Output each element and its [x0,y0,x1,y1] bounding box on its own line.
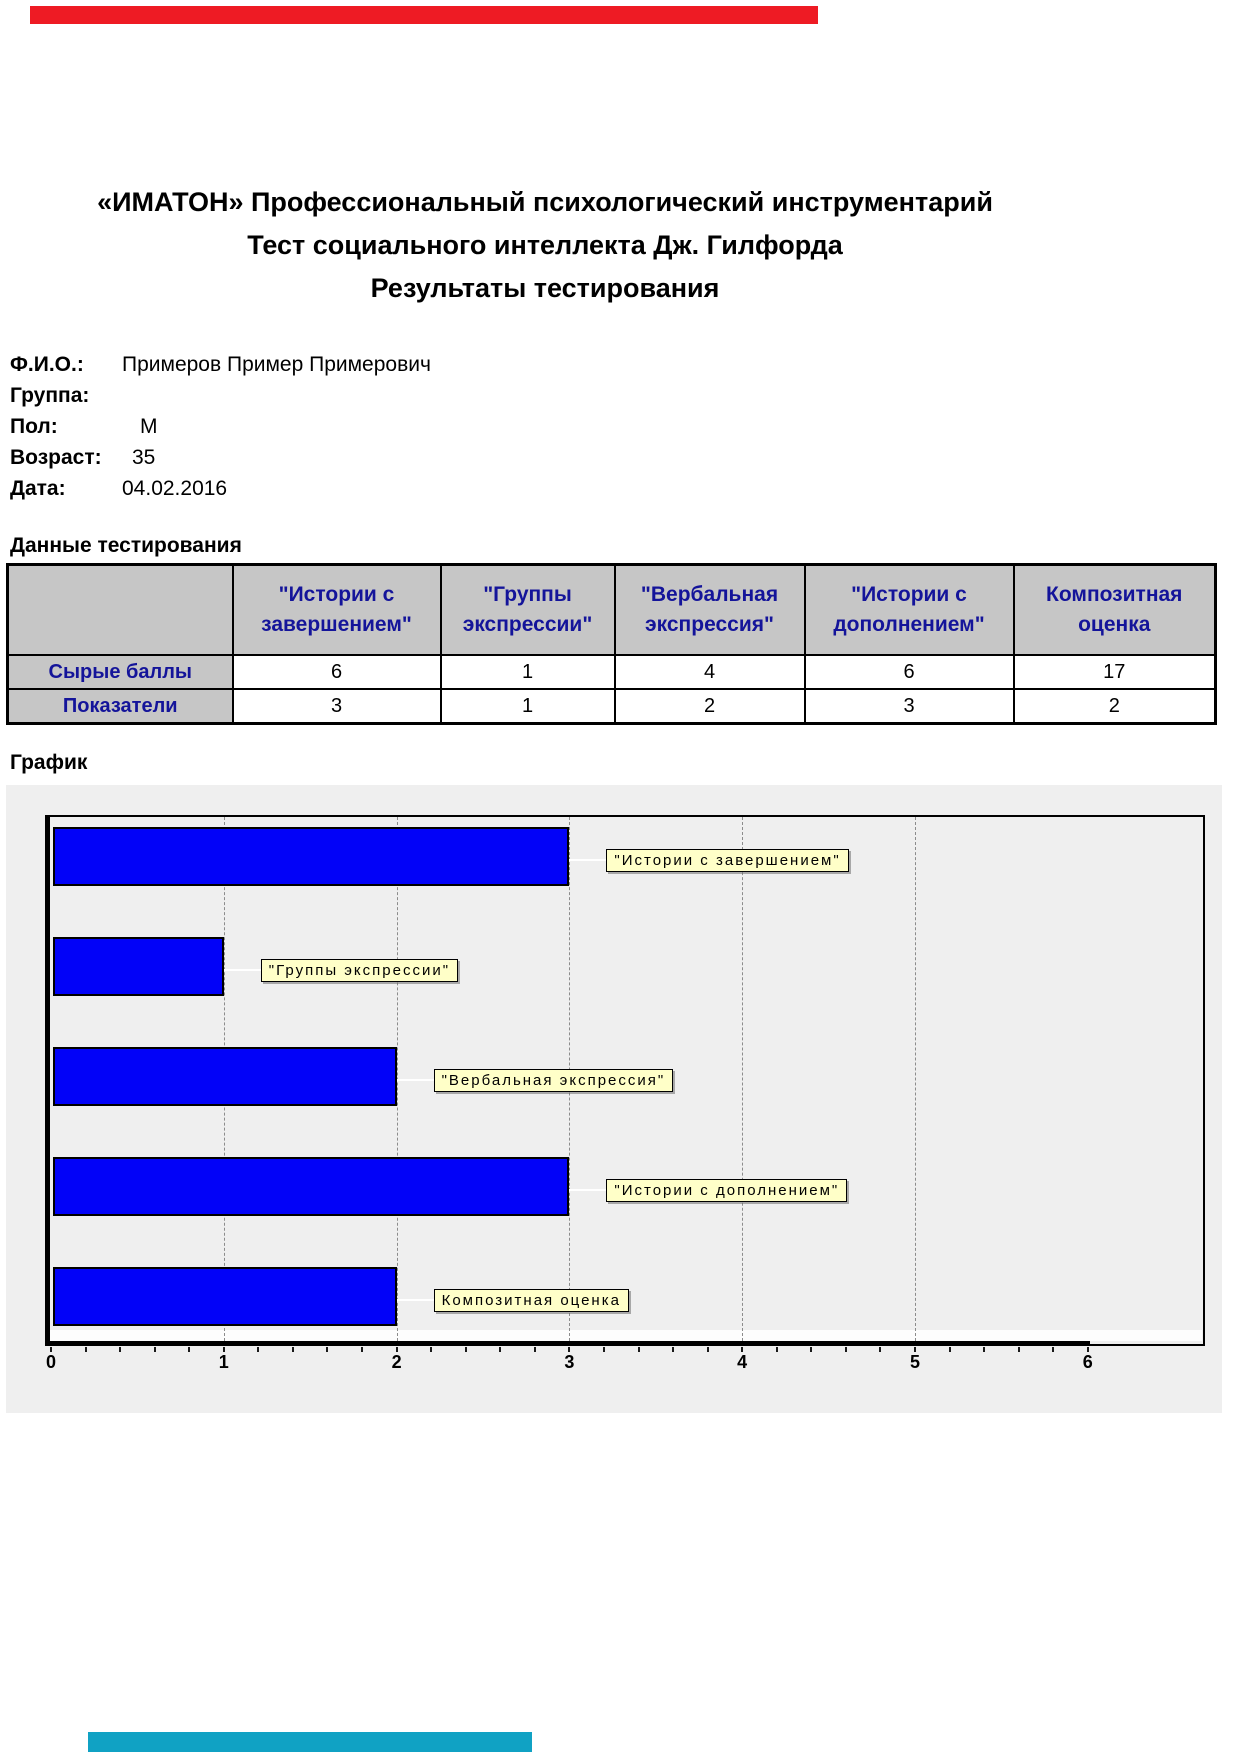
x-axis-tick [1018,1347,1020,1352]
x-axis-tick [672,1347,674,1352]
connector-line [224,969,261,971]
x-axis-tick [154,1347,156,1352]
chart-section-heading: График [10,751,88,774]
table-section-heading: Данные тестирования [10,534,242,557]
info-value: М [140,415,158,438]
x-axis-tick [879,1347,881,1352]
table-row-label: Показатели [8,689,233,724]
bar [53,1047,397,1106]
bar-label-box: "Вербальная экспрессия" [434,1069,674,1092]
y-axis-line [45,815,50,1346]
info-row-group [10,382,89,410]
x-axis-tick [638,1347,640,1352]
table-column-header: "Группы экспрессии" [441,565,615,656]
table-value-cell: 3 [805,689,1014,724]
x-axis-tick [257,1347,259,1352]
plot-bottom-strip [48,1330,1202,1341]
info-value: 04.02.2016 [122,477,228,500]
x-axis-tick [983,1347,985,1352]
table-value-cell: 3 [233,689,441,724]
bar-label-box: "Истории с дополнением" [606,1179,847,1202]
connector-line [397,1079,434,1081]
x-axis-tick [810,1347,812,1352]
info-row-date [10,475,228,503]
grid-line [742,817,743,1341]
x-axis-label: 2 [391,1352,402,1372]
bar-label-box: Композитная оценка [434,1289,629,1312]
table-value-cell: 6 [233,655,441,689]
info-value: 35 [132,446,156,469]
x-axis-tick [85,1347,87,1352]
x-axis-tick [361,1347,363,1352]
info-label: Ф.И.О.: [10,353,84,376]
info-label: Возраст: [10,446,102,469]
table-row-label: Сырые баллы [8,655,233,689]
x-axis-tick [292,1347,294,1352]
table-column-header: "Истории с завершением" [233,565,441,656]
x-axis-label: 0 [45,1352,57,1372]
x-axis-label: 3 [564,1352,575,1372]
x-axis-label: 6 [1082,1352,1093,1372]
bottom-accent-bar [88,1732,532,1752]
x-axis-tick [949,1347,951,1352]
grid-line [915,817,916,1341]
connector-line [569,1189,606,1191]
table-column-header: "Истории с дополнением" [805,565,1014,656]
table-header-row [8,565,1216,656]
x-axis-tick [499,1347,501,1352]
x-axis-tick [534,1347,536,1352]
x-axis-tick [430,1347,432,1352]
x-axis-tick [707,1347,709,1352]
x-axis-tick [326,1347,328,1352]
report-title-line-1: «ИМАТОН» Профессиональный психологический инструментарий [97,187,993,217]
x-axis-tick [188,1347,190,1352]
results-table-body [8,655,1216,724]
x-axis-label: 5 [909,1352,921,1372]
table-value-cell: 2 [1014,689,1216,724]
report-title-line-2: Тест социального интеллекта Дж. Гилфорда [247,230,843,260]
table-value-cell: 4 [615,655,805,689]
info-label: Пол: [10,415,58,438]
connector-line [397,1299,434,1301]
table-corner-cell [8,565,233,656]
info-label: Группа: [10,384,90,407]
table-value-cell: 17 [1014,655,1216,689]
info-row-age [10,444,156,472]
info-row-sex [10,413,158,441]
x-axis-tick [776,1347,778,1352]
table-value-cell: 1 [441,655,615,689]
bar [53,1267,397,1326]
bar [53,937,224,996]
table-row [8,689,1216,724]
x-axis-label: 1 [218,1352,229,1372]
bar-label-box: "Группы экспрессии" [261,959,458,982]
table-column-header: "Вербальная экспрессия" [615,565,805,656]
connector-line [569,859,606,861]
x-axis-tick [1052,1347,1054,1352]
table-value-cell: 2 [615,689,805,724]
report-title-line-3: Результаты тестирования [370,273,720,303]
table-row [8,655,1216,689]
results-table-head [8,565,1216,656]
info-label: Дата: [10,477,66,500]
results-table [6,563,1217,725]
bar [53,1157,569,1216]
table-value-cell: 1 [441,689,615,724]
table-column-header: Композитная оценка [1014,565,1216,656]
x-axis-tick [845,1347,847,1352]
x-axis-tick [603,1347,605,1352]
info-value: Примеров Пример Примерович [122,353,431,376]
x-axis-tick [119,1347,121,1352]
x-axis-tick [465,1347,467,1352]
x-axis-label: 4 [737,1352,748,1372]
x-axis-line [45,1341,1090,1346]
table-value-cell: 6 [805,655,1014,689]
top-accent-bar [30,6,818,24]
bar [53,827,569,886]
info-row-fio [10,351,431,379]
bar-label-box: "Истории с завершением" [606,849,848,872]
